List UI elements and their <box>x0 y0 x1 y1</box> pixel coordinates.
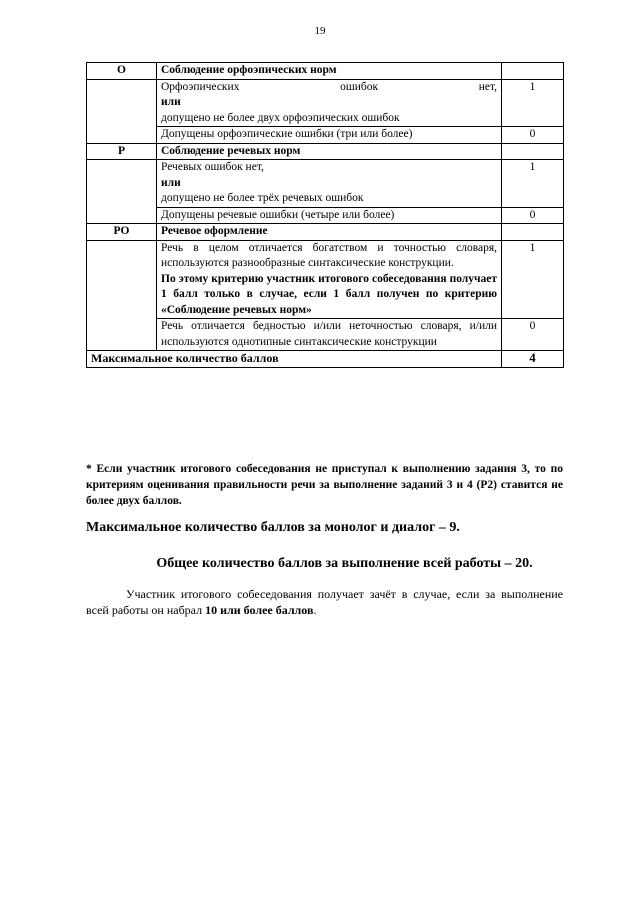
table-row <box>87 319 564 351</box>
score-cell: 1 <box>502 160 564 208</box>
page-number: 19 <box>314 25 326 37</box>
pass-note-prefix: Участник итогового собеседования получает зачёт в случае, если за выполнение всей работы он набрал <box>86 587 563 617</box>
criterion-description: Допущены орфоэпические ошибки (три или более) <box>157 127 502 144</box>
max-score-monologue-dialogue: Максимальное количество баллов за монолог и диалог – 9. <box>86 520 460 535</box>
description-line: Речевых ошибок нет, <box>161 161 264 173</box>
or-label: или <box>161 176 181 189</box>
criteria-table <box>86 62 564 368</box>
score-cell: 0 <box>502 207 564 224</box>
criterion-description <box>157 79 502 127</box>
criterion-title: Соблюдение орфоэпических норм <box>157 63 502 80</box>
total-row <box>87 351 564 368</box>
empty-score-cell <box>502 143 564 160</box>
criterion-code: РО <box>87 224 157 241</box>
table-row <box>87 127 564 144</box>
criterion-description: Допущены речевые ошибки (четыре или более) <box>157 207 502 224</box>
criterion-title: Соблюдение речевых норм <box>157 143 502 160</box>
total-score: 4 <box>502 351 564 368</box>
criterion-description: Речь отличается бедностью и/или неточностью словаря, и/или используются однотипные синтаксические конструкции <box>157 319 502 351</box>
description-line: допущено не более трёх речевых ошибок <box>161 192 364 204</box>
pass-threshold: 10 или более баллов <box>205 602 314 617</box>
empty-score-cell <box>502 224 564 241</box>
pass-note-suffix: . <box>313 602 317 617</box>
table-row <box>87 207 564 224</box>
empty-code-cell <box>87 240 157 351</box>
table-row <box>87 79 564 127</box>
criterion-code: О <box>87 63 157 80</box>
criterion-header-row <box>87 63 564 80</box>
description-line: Орфоэпических ошибок нет, <box>161 80 497 93</box>
score-cell: 0 <box>502 127 564 144</box>
total-label: Максимальное количество баллов <box>87 351 502 368</box>
criterion-code: Р <box>87 143 157 160</box>
description-line: допущено не более двух орфоэпических ошибок <box>161 111 400 124</box>
pass-condition-paragraph <box>86 587 563 618</box>
criterion-header-row <box>87 224 564 241</box>
score-cell: 1 <box>502 79 564 127</box>
score-cell: 1 <box>502 240 564 319</box>
table-row <box>87 160 564 208</box>
description-text: Речь в целом отличается богатством и точностью словаря, используются разнообразные синтаксические конструкции. <box>161 241 497 269</box>
or-label: или <box>161 96 181 108</box>
empty-code-cell <box>87 160 157 224</box>
empty-code-cell <box>87 79 157 143</box>
criterion-header-row <box>87 143 564 160</box>
empty-score-cell <box>502 63 564 80</box>
criterion-description <box>157 240 502 319</box>
score-cell: 0 <box>502 319 564 351</box>
description-bold-note: По этому критерию участник итогового собеседования получает 1 балл только в случае, если 1 балл получен по критерию «Соблюдение речевых норм» <box>161 272 497 316</box>
criterion-description <box>157 160 502 208</box>
table-row <box>87 240 564 319</box>
footnote: * Если участник итогового собеседования не приступал к выполнению задания 3, то по критериям оценивания правильности речи за выполнение заданий 3 и 4 (Р2) ставится не более двух баллов. <box>86 463 563 507</box>
criterion-title: Речевое оформление <box>157 224 502 241</box>
total-score-statement: Общее количество баллов за выполнение всей работы – 20. <box>156 556 533 571</box>
